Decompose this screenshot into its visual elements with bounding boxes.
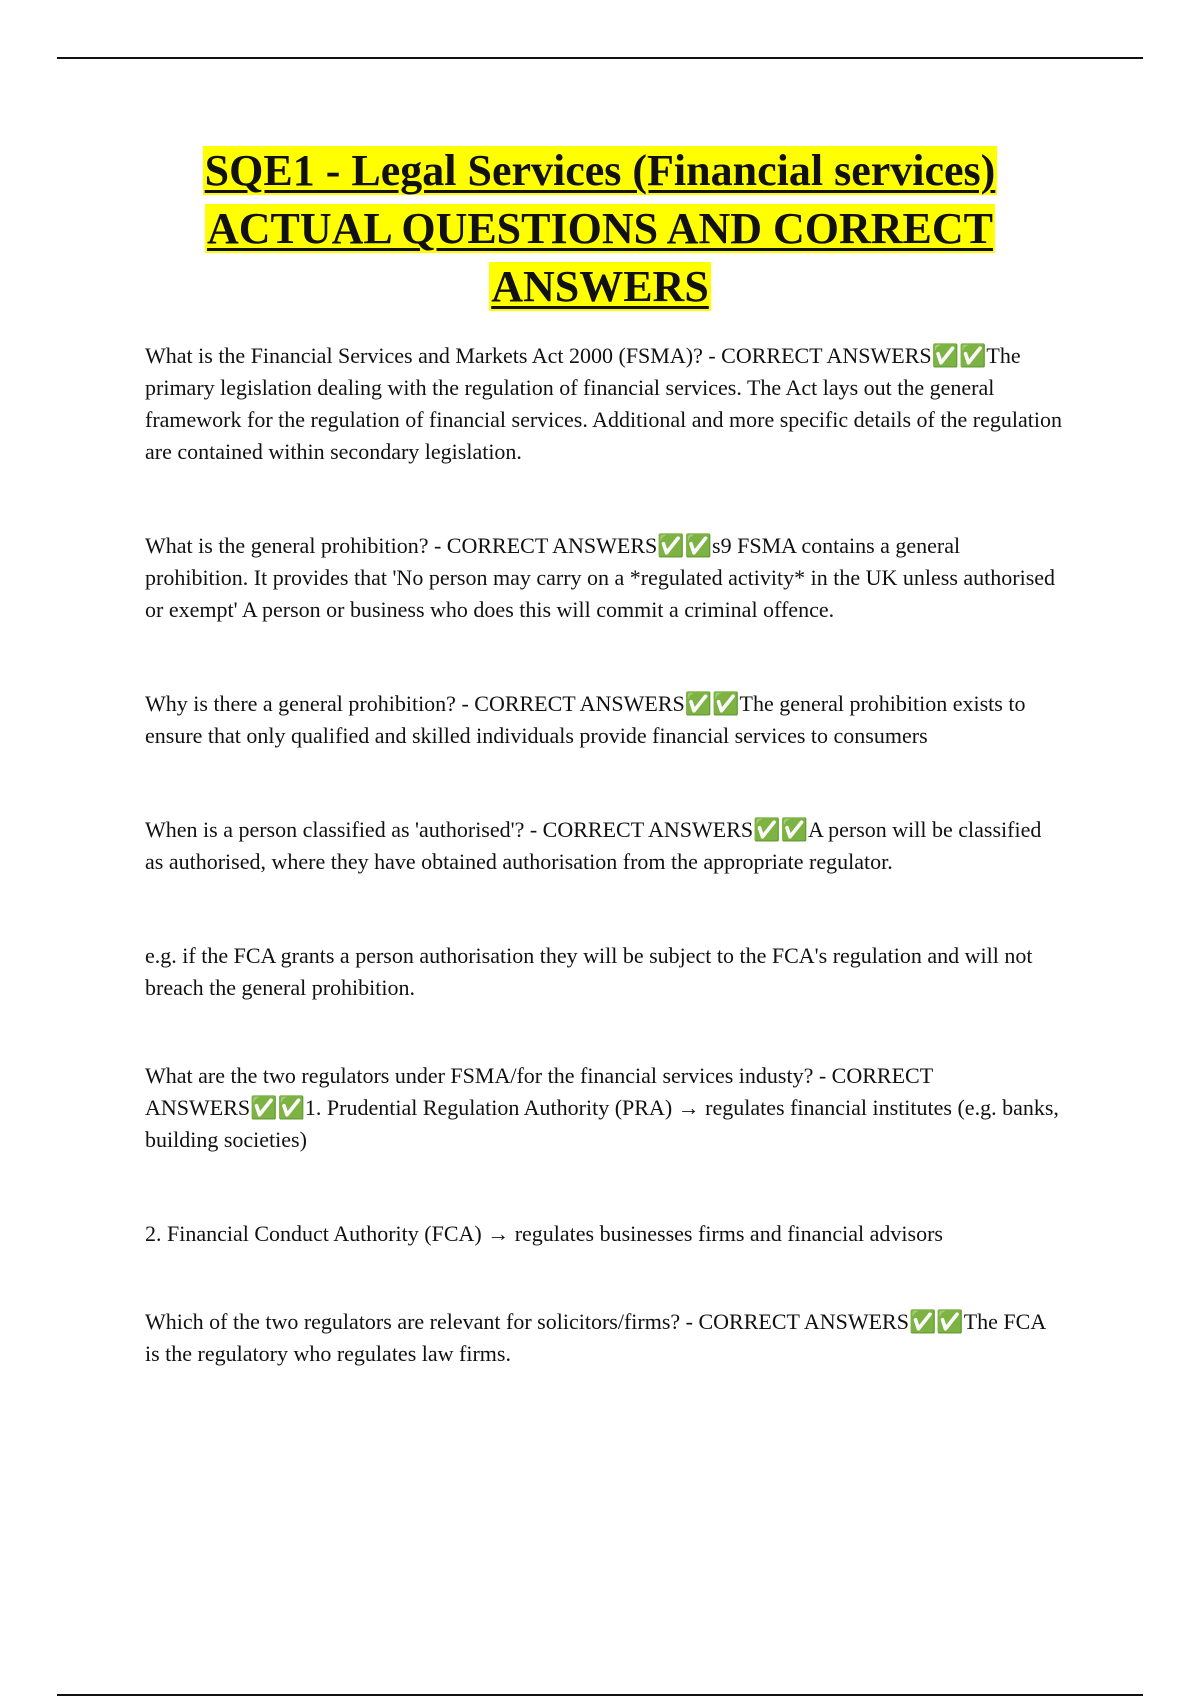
qa-paragraph: When is a person classified as 'authorised'? - CORRECT ANSWERS✅✅A person will be classified as authorised, where they have obtained authorisation from the appropriate regulator.: [145, 817, 1042, 874]
qa-paragraph: Why is there a general prohibition? - CORRECT ANSWERS✅✅The general prohibition exists to ensure that only qualified and skilled individuals provide financial services to consumers: [145, 691, 1026, 748]
title-line: [100, 258, 1100, 316]
title-line-text: SQE1 - Legal Services (Financial services): [204, 146, 996, 195]
qa-paragraph: 2. Financial Conduct Authority (FCA) → regulates businesses firms and financial advisors: [145, 1221, 943, 1246]
qa-paragraph: Which of the two regulators are relevant for solicitors/firms? - CORRECT ANSWERS✅✅The FCA is the regulatory who regulates law firms.: [145, 1309, 1046, 1366]
qa-paragraph: What are the two regulators under FSMA/for the financial services industy? - CORRECT ANSWERS✅✅1. Prudential Regulation Authority (PRA) → regulates financial institutes (e.g. banks, building societies): [145, 1063, 1059, 1152]
qa-content: [145, 340, 1065, 1370]
qa-paragraph: What is the general prohibition? - CORRECT ANSWERS✅✅s9 FSMA contains a general prohibition. It provides that 'No person may carry on a *regulated activity* in the UK unless authorised or exempt' A person or business who does this will commit a criminal offence.: [145, 533, 1056, 622]
title-line: [100, 200, 1100, 258]
qa-paragraph: e.g. if the FCA grants a person authorisation they will be subject to the FCA's regulation and will not breach the general prohibition.: [145, 943, 1033, 1000]
title-line: [100, 142, 1100, 200]
top-rule: [57, 57, 1143, 59]
title-line-text: ANSWERS: [491, 262, 709, 311]
title-line-text: ACTUAL QUESTIONS AND CORRECT: [206, 204, 994, 253]
bottom-rule: [57, 1694, 1143, 1696]
document-title: [100, 142, 1100, 316]
qa-paragraph: What is the Financial Services and Markets Act 2000 (FSMA)? - CORRECT ANSWERS✅✅The primary legislation dealing with the regulation of financial services. The Act lays out the general framework for the regulation of financial services. Additional and more specific details of the regulation are contained within secondary legislation.: [145, 343, 1062, 464]
